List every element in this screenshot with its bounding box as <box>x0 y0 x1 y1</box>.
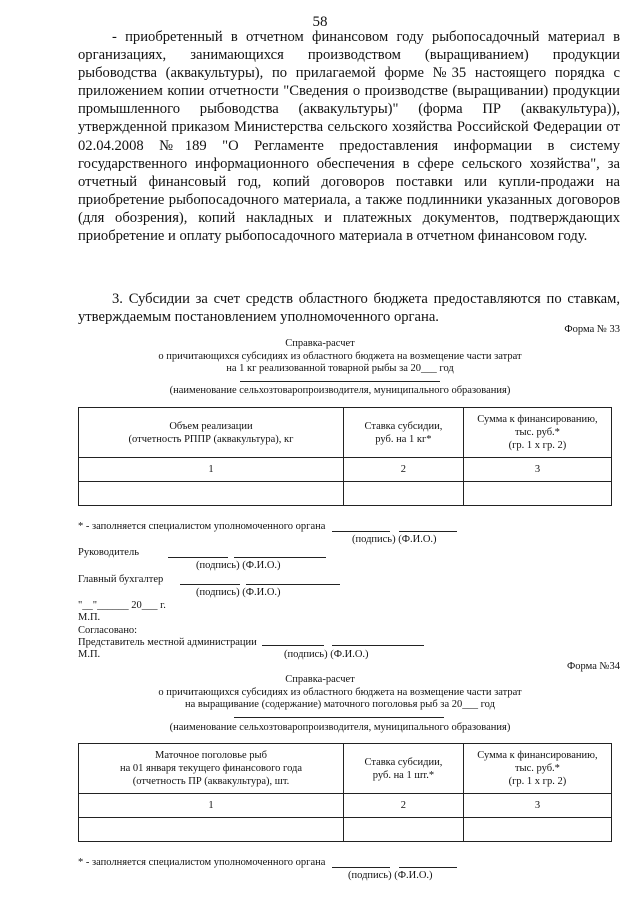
form34-subtitle1: о причитающихся субсидиях из областного бюджета на возмещение части затрат <box>158 687 522 698</box>
form34-col2-header: Ставка субсидии, руб. на 1 шт.* <box>343 744 463 794</box>
head-name-line <box>234 557 326 558</box>
form33-data-cell <box>463 482 611 506</box>
form33-label: Форма № 33 <box>564 324 620 335</box>
form33-org-caption: (наименование сельхозтоваропроизводителя, муниципального образования) <box>169 385 511 396</box>
form34-col3-header: Сумма к финансированию, тыс. руб.* (гр. 1 х гр. 2) <box>463 744 611 794</box>
form34-num3: 3 <box>463 794 611 818</box>
form33-footnote: * - заполняется специалистом уполномоченного органа <box>78 521 326 532</box>
agreed-label: Согласовано: <box>78 625 138 636</box>
form34-org-line <box>234 717 444 718</box>
form33-table <box>78 407 612 506</box>
form34-title: Справка-расчет <box>285 674 355 685</box>
form34-col1-header: Маточное поголовье рыб на 01 января текущего финансового года (отчетность ПР (аквакультура), шт. <box>79 744 344 794</box>
form33-data-cell <box>79 482 344 506</box>
form34-footnote: * - заполняется специалистом уполномоченного органа <box>78 857 326 868</box>
form33-col3-header: Сумма к финансированию, тыс. руб.* (гр. 1 х гр. 2) <box>463 408 611 458</box>
stamp-place-1: М.П. <box>78 612 101 623</box>
form33-num1: 1 <box>79 458 344 482</box>
form34-sign-caption: (подпись) (Ф.И.О.) <box>348 870 433 881</box>
form33-num3: 3 <box>463 458 611 482</box>
representative-label: Представитель местной администрации <box>78 637 257 648</box>
form33-sign-caption: (подпись) (Ф.И.О.) <box>352 534 437 545</box>
head-signature-line <box>168 557 228 558</box>
signature-line <box>332 519 390 532</box>
form33-subtitle2: на 1 кг реализованной товарной рыбы за 20___ год <box>226 363 454 374</box>
accountant-name-line <box>246 584 340 585</box>
stamp-place-2: М.П. <box>78 649 101 660</box>
name-line <box>399 519 457 532</box>
accountant-caption: (подпись) (Ф.И.О.) <box>196 587 281 598</box>
signature-line <box>332 855 390 868</box>
form33-org-line <box>240 381 440 382</box>
form33-data-cell <box>343 482 463 506</box>
form34-data-cell <box>463 818 611 842</box>
rep-name-line <box>332 645 424 646</box>
form34-subtitle2: на выращивание (содержание) маточного поголовья рыб за 20___ год <box>185 699 495 710</box>
paragraph-purchased-material: - приобретенный в отчетном финансовом году рыбопосадочный материал в организациях, занимающихся производством (выращиванием) продукции рыбоводства (аквакультуры), по прилагаемой форме №35 настоящего порядка с приложением копии отчетности "Сведения о производстве (выращивании) продукции промышленного рыбоводства (аквакультуры)" (форма ПР (аквакультура)), утвержденной приказом Министерства сельского хозяйства Российской Федерации от 02.04.2008 №189 "О Регламенте предоставления информации в систему государственного информационного обеспечения в сфере сельского хозяйства", за отчетный финансовый год, копий договоров поставки или купли-продажи на приобретение рыбопосадочного материала, а также подлинники указанных договоров (для обозрения), копий накладных и платежных документов, подтверждающих приобретение и оплату рыбопосадочного материала в отчетном финансовом году. <box>78 29 620 245</box>
form34-num2: 2 <box>343 794 463 818</box>
head-caption: (подпись) (Ф.И.О.) <box>196 560 281 571</box>
form33-title: Справка-расчет <box>285 338 355 349</box>
name-line <box>399 855 457 868</box>
accountant-signature-line <box>180 584 240 585</box>
form33-col1-header: Объем реализации (отчетность РППР (аквакультура), кг <box>79 408 344 458</box>
accountant-label: Главный бухгалтер <box>78 574 164 585</box>
form34-data-cell <box>79 818 344 842</box>
form34-table <box>78 743 612 842</box>
head-label: Руководитель <box>78 547 139 558</box>
form33-footnote-row <box>78 519 457 532</box>
form33-col2-header: Ставка субсидии, руб. на 1 кг* <box>343 408 463 458</box>
form34-num1: 1 <box>79 794 344 818</box>
form33-subtitle1: о причитающихся субсидиях из областного бюджета на возмещение части затрат <box>158 351 522 362</box>
rep-caption: (подпись) (Ф.И.О.) <box>284 649 369 660</box>
page-number: 58 <box>312 14 328 30</box>
form34-label: Форма №34 <box>566 661 620 672</box>
rep-signature-line <box>262 645 324 646</box>
form34-org-caption: (наименование сельхозтоваропроизводителя, муниципального образования) <box>169 722 511 733</box>
form33-num2: 2 <box>343 458 463 482</box>
paragraph-subsidies: 3. Субсидии за счет средств областного бюджета предоставляются по ставкам, утверждаемым постановлением уполномоченного органа. <box>78 291 620 326</box>
form34-data-cell <box>343 818 463 842</box>
date-line: "__"______ 20___ г. <box>78 600 166 611</box>
form34-footnote-row <box>78 855 457 868</box>
